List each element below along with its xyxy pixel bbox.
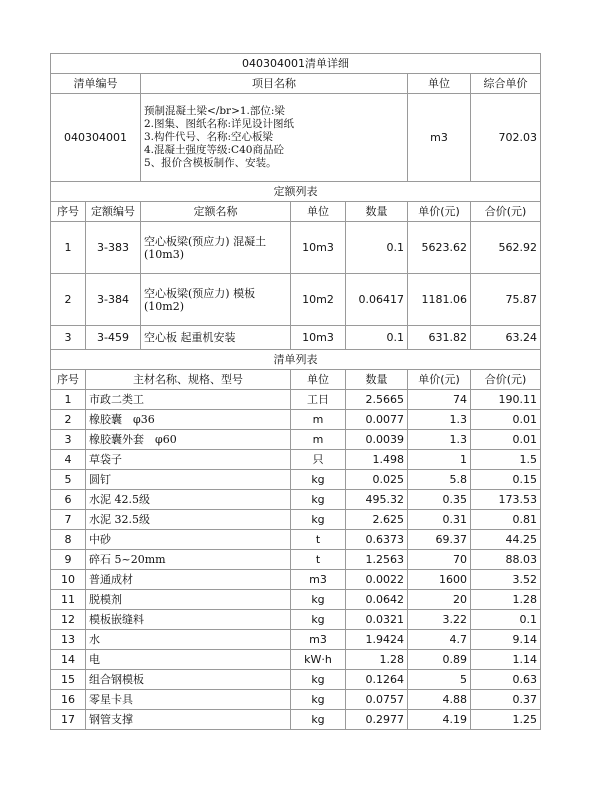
item-description-line: 4.混凝土强度等级:C40商品砼	[144, 144, 284, 156]
list-header-name: 主材名称、规格、型号	[86, 370, 291, 390]
item-row	[51, 94, 541, 182]
quota-unit: 10m2	[291, 274, 346, 326]
list-name: 钢管支撑	[86, 710, 291, 730]
quota-header-total: 合价(元)	[471, 202, 541, 222]
quota-name: 空心板梁(预应力) 混凝土(10m3)	[141, 222, 291, 274]
list-header-row	[51, 370, 541, 390]
list-qty: 0.0642	[346, 590, 408, 610]
item-description-line: 3.构件代号、名称:空心板梁	[144, 131, 274, 143]
list-section-row	[51, 350, 541, 370]
list-price: 3.22	[408, 610, 471, 630]
item-description-line: 2.图集、图纸名称:详见设计图纸	[144, 118, 295, 130]
list-unit: kg	[291, 670, 346, 690]
quota-seq: 3	[51, 326, 86, 350]
list-price: 0.31	[408, 510, 471, 530]
list-qty: 1.28	[346, 650, 408, 670]
header-item-unit: 单位	[408, 74, 471, 94]
list-unit: kg	[291, 610, 346, 630]
list-price: 0.35	[408, 490, 471, 510]
list-qty: 2.5665	[346, 390, 408, 410]
list-total: 1.25	[471, 710, 541, 730]
list-total: 0.63	[471, 670, 541, 690]
quota-price: 5623.62	[408, 222, 471, 274]
list-seq: 4	[51, 450, 86, 470]
quota-seq: 1	[51, 222, 86, 274]
list-unit: t	[291, 550, 346, 570]
list-price: 1600	[408, 570, 471, 590]
list-total: 3.52	[471, 570, 541, 590]
quota-header-unit: 单位	[291, 202, 346, 222]
quota-seq: 2	[51, 274, 86, 326]
list-unit: kg	[291, 510, 346, 530]
quota-header-name: 定额名称	[141, 202, 291, 222]
list-total: 9.14	[471, 630, 541, 650]
list-price: 4.88	[408, 690, 471, 710]
quota-header-seq: 序号	[51, 202, 86, 222]
list-total: 44.25	[471, 530, 541, 550]
list-unit: m3	[291, 570, 346, 590]
quota-section-row	[51, 182, 541, 202]
list-row	[51, 590, 541, 610]
list-name: 零星卡具	[86, 690, 291, 710]
list-name: 橡胶囊外套 φ60	[86, 430, 291, 450]
list-seq: 3	[51, 430, 86, 450]
list-header-total: 合价(元)	[471, 370, 541, 390]
list-name: 组合钢模板	[86, 670, 291, 690]
sheet-title: 040304001清单详细	[51, 54, 541, 74]
list-total: 0.01	[471, 430, 541, 450]
item-price: 702.03	[471, 94, 541, 182]
list-total: 0.15	[471, 470, 541, 490]
list-seq: 17	[51, 710, 86, 730]
header-item-code: 清单编号	[51, 74, 141, 94]
quota-code: 3-459	[86, 326, 141, 350]
list-price: 1	[408, 450, 471, 470]
quota-section-title: 定额列表	[51, 182, 541, 202]
list-seq: 16	[51, 690, 86, 710]
list-name: 圆钉	[86, 470, 291, 490]
list-seq: 7	[51, 510, 86, 530]
item-description-line: 5、报价含模板制作、安装。	[144, 157, 277, 169]
list-seq: 2	[51, 410, 86, 430]
list-name: 电	[86, 650, 291, 670]
list-row	[51, 510, 541, 530]
list-name: 橡胶囊 φ36	[86, 410, 291, 430]
list-qty: 1.498	[346, 450, 408, 470]
list-unit: 只	[291, 450, 346, 470]
list-price: 0.89	[408, 650, 471, 670]
bill-detail-table	[50, 53, 541, 730]
quota-qty: 0.1	[346, 222, 408, 274]
list-row	[51, 450, 541, 470]
list-qty: 0.0321	[346, 610, 408, 630]
list-section-title: 清单列表	[51, 350, 541, 370]
list-unit: kg	[291, 710, 346, 730]
item-unit: m3	[408, 94, 471, 182]
list-total: 0.01	[471, 410, 541, 430]
header-item-price: 综合单价	[471, 74, 541, 94]
list-total: 0.1	[471, 610, 541, 630]
list-seq: 10	[51, 570, 86, 590]
list-row	[51, 390, 541, 410]
list-unit: kg	[291, 690, 346, 710]
list-total: 1.28	[471, 590, 541, 610]
quota-total: 63.24	[471, 326, 541, 350]
quota-price: 631.82	[408, 326, 471, 350]
list-unit: kg	[291, 470, 346, 490]
list-row	[51, 650, 541, 670]
list-header-price: 单价(元)	[408, 370, 471, 390]
list-qty: 0.1264	[346, 670, 408, 690]
quota-header-row	[51, 202, 541, 222]
quota-row	[51, 274, 541, 326]
list-name: 水	[86, 630, 291, 650]
list-row	[51, 710, 541, 730]
list-qty: 2.625	[346, 510, 408, 530]
list-price: 5	[408, 670, 471, 690]
list-unit: m	[291, 410, 346, 430]
list-price: 4.19	[408, 710, 471, 730]
list-total: 190.11	[471, 390, 541, 410]
list-qty: 495.32	[346, 490, 408, 510]
list-qty: 0.0757	[346, 690, 408, 710]
list-unit: m	[291, 430, 346, 450]
list-qty: 0.0039	[346, 430, 408, 450]
quota-unit: 10m3	[291, 326, 346, 350]
list-name: 脱模剂	[86, 590, 291, 610]
list-row	[51, 630, 541, 650]
list-qty: 1.9424	[346, 630, 408, 650]
list-seq: 15	[51, 670, 86, 690]
list-total: 1.14	[471, 650, 541, 670]
list-price: 1.3	[408, 430, 471, 450]
list-total: 0.81	[471, 510, 541, 530]
list-name: 草袋子	[86, 450, 291, 470]
quota-row	[51, 222, 541, 274]
list-unit: m3	[291, 630, 346, 650]
list-row	[51, 610, 541, 630]
list-row	[51, 430, 541, 450]
quota-code: 3-384	[86, 274, 141, 326]
list-qty: 0.025	[346, 470, 408, 490]
item-description	[141, 94, 408, 182]
list-row	[51, 670, 541, 690]
quota-qty: 0.1	[346, 326, 408, 350]
list-header-seq: 序号	[51, 370, 86, 390]
list-qty: 0.6373	[346, 530, 408, 550]
list-row	[51, 690, 541, 710]
header-item-name: 项目名称	[141, 74, 408, 94]
list-seq: 8	[51, 530, 86, 550]
list-price: 69.37	[408, 530, 471, 550]
quota-price: 1181.06	[408, 274, 471, 326]
list-unit: t	[291, 530, 346, 550]
list-seq: 5	[51, 470, 86, 490]
quota-total: 562.92	[471, 222, 541, 274]
list-name: 碎石 5~20mm	[86, 550, 291, 570]
quota-header-code: 定额编号	[86, 202, 141, 222]
list-row	[51, 490, 541, 510]
list-unit: kg	[291, 490, 346, 510]
list-qty: 0.0077	[346, 410, 408, 430]
list-total: 88.03	[471, 550, 541, 570]
list-header-unit: 单位	[291, 370, 346, 390]
quota-header-qty: 数量	[346, 202, 408, 222]
list-header-qty: 数量	[346, 370, 408, 390]
list-price: 1.3	[408, 410, 471, 430]
list-name: 模板嵌缝料	[86, 610, 291, 630]
list-seq: 13	[51, 630, 86, 650]
list-row	[51, 570, 541, 590]
list-row	[51, 410, 541, 430]
list-qty: 1.2563	[346, 550, 408, 570]
list-seq: 9	[51, 550, 86, 570]
quota-header-price: 单价(元)	[408, 202, 471, 222]
list-qty: 0.0022	[346, 570, 408, 590]
quota-total: 75.87	[471, 274, 541, 326]
quota-name: 空心板 起重机安装	[141, 326, 291, 350]
list-price: 4.7	[408, 630, 471, 650]
list-total: 1.5	[471, 450, 541, 470]
list-seq: 6	[51, 490, 86, 510]
quota-code: 3-383	[86, 222, 141, 274]
list-name: 水泥 32.5级	[86, 510, 291, 530]
list-seq: 14	[51, 650, 86, 670]
list-price: 70	[408, 550, 471, 570]
list-row	[51, 550, 541, 570]
list-qty: 0.2977	[346, 710, 408, 730]
item-code: 040304001	[51, 94, 141, 182]
list-row	[51, 470, 541, 490]
list-total: 0.37	[471, 690, 541, 710]
list-price: 5.8	[408, 470, 471, 490]
list-price: 20	[408, 590, 471, 610]
list-name: 中砂	[86, 530, 291, 550]
item-description-line: 预制混凝土梁</br>1.部位:梁	[144, 105, 285, 117]
quota-name: 空心板梁(预应力) 模板(10m2)	[141, 274, 291, 326]
bill-detail-sheet	[50, 53, 540, 730]
list-row	[51, 530, 541, 550]
quota-qty: 0.06417	[346, 274, 408, 326]
list-name: 普通成材	[86, 570, 291, 590]
list-name: 水泥 42.5级	[86, 490, 291, 510]
list-seq: 12	[51, 610, 86, 630]
list-price: 74	[408, 390, 471, 410]
list-unit: kg	[291, 590, 346, 610]
list-unit: 工日	[291, 390, 346, 410]
list-name: 市政二类工	[86, 390, 291, 410]
quota-row	[51, 326, 541, 350]
list-seq: 1	[51, 390, 86, 410]
quota-unit: 10m3	[291, 222, 346, 274]
list-seq: 11	[51, 590, 86, 610]
list-unit: kW·h	[291, 650, 346, 670]
list-total: 173.53	[471, 490, 541, 510]
title-row	[51, 54, 541, 74]
item-header-row	[51, 74, 541, 94]
